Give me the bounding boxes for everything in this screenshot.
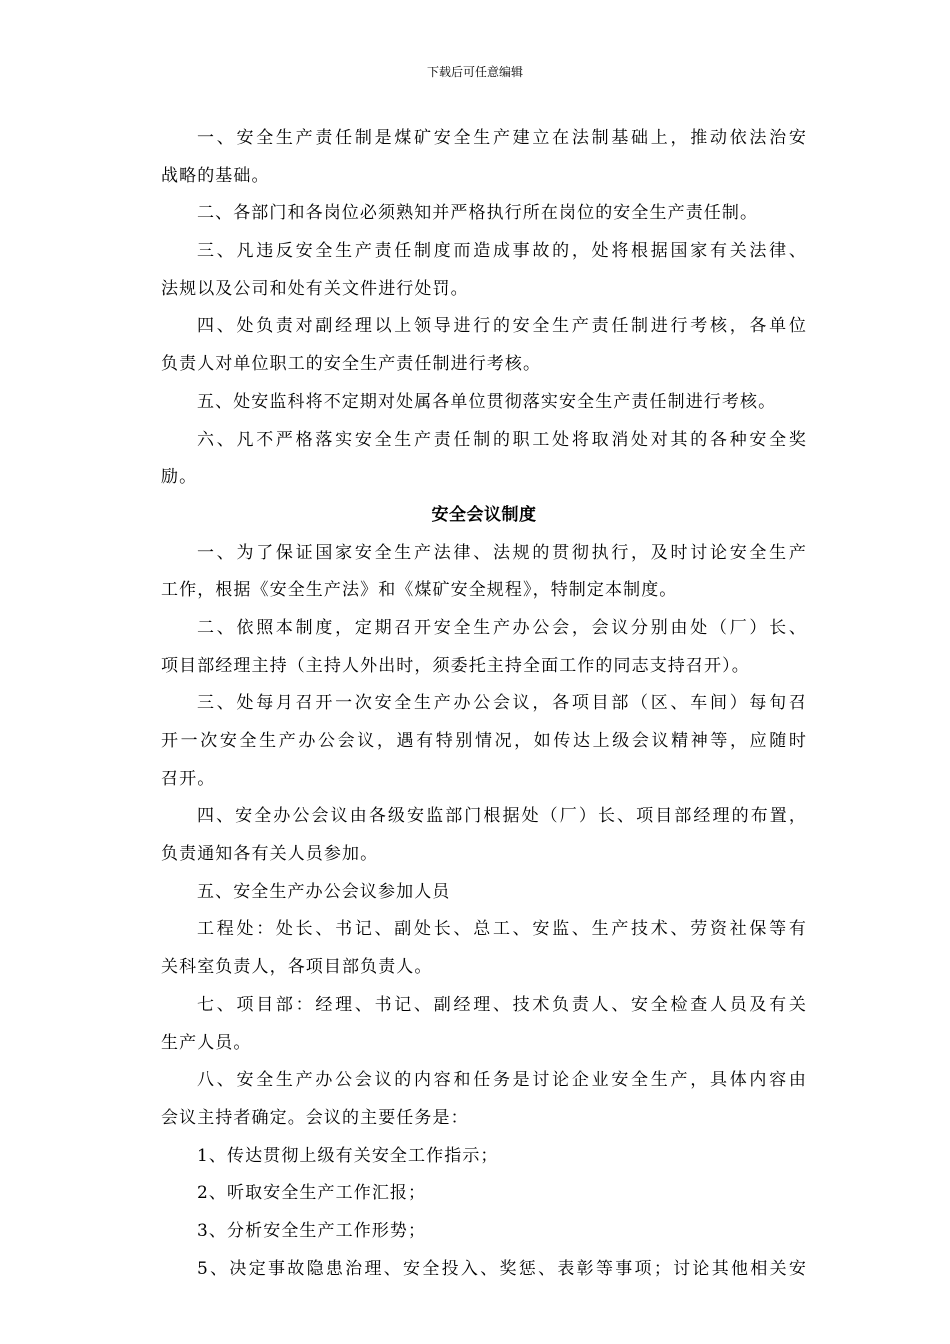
text-line: 四、处负责对副经理以上领导进行的安全生产责任制进行考核，各单位 — [197, 316, 807, 337]
section-title: 安全会议制度 — [431, 504, 537, 525]
text-line: 1、传达贯彻上级有关安全工作指示； — [197, 1145, 499, 1166]
text-line: 召开。 — [161, 768, 216, 789]
text-line: 项目部经理主持（主持人外出时，须委托主持全面工作的同志支持召开）。 — [161, 655, 750, 676]
text-line: 2、听取安全生产工作汇报； — [197, 1183, 427, 1204]
text-line: 战略的基础。 — [161, 165, 270, 186]
text-line: 五、处安监科将不定期对处属各单位贯彻落实安全生产责任制进行考核。 — [197, 391, 777, 412]
text-line: 三、凡违反安全生产责任制度而造成事故的，处将根据国家有关法律、 — [197, 241, 807, 262]
text-line: 法规以及公司和处有关文件进行处罚。 — [161, 278, 469, 299]
text-line: 四、安全办公会议由各级安监部门根据处（厂）长、项目部经理的布置， — [197, 806, 807, 827]
text-line: 5、决定事故隐患治理、安全投入、奖惩、表彰等事项；讨论其他相关安 — [197, 1258, 807, 1279]
text-line: 励。 — [161, 467, 198, 488]
text-line: 开一次安全生产办公会议，遇有特别情况，如传达上级会议精神等，应随时 — [161, 731, 807, 751]
text-line: 负责通知各有关人员参加。 — [161, 844, 379, 865]
text-line: 工程处：处长、书记、副处长、总工、安监、生产技术、劳资社保等有 — [197, 919, 807, 940]
text-line: 关科室负责人，各项目部负责人。 — [161, 957, 433, 978]
text-line: 负责人对单位职工的安全生产责任制进行考核。 — [161, 354, 542, 375]
text-line: 二、各部门和各岗位必须熟知并严格执行所在岗位的安全生产责任制。 — [197, 203, 759, 224]
text-line: 会议主持者确定。会议的主要任务是： — [161, 1107, 469, 1128]
text-line: 七、项目部：经理、书记、副经理、技术负责人、安全检查人员及有关 — [197, 994, 807, 1015]
text-line: 二、依照本制度，定期召开安全生产办公会，会议分别由处（厂）长、 — [197, 617, 807, 638]
page-header: 下载后可任意编辑 — [426, 65, 523, 79]
document-body — [161, 120, 807, 1288]
text-line: 一、为了保证国家安全生产法律、法规的贯彻执行，及时讨论安全生产 — [197, 542, 807, 563]
text-line: 一、安全生产责任制是煤矿安全生产建立在法制基础上，推动依法治安 — [197, 128, 807, 148]
text-line: 生产人员。 — [161, 1032, 252, 1053]
text-line: 五、安全生产办公会议参加人员 — [197, 881, 451, 902]
text-line: 八、安全生产办公会议的内容和任务是讨论企业安全生产，具体内容由 — [197, 1070, 807, 1091]
text-line: 六、凡不严格落实安全生产责任制的职工处将取消处对其的各种安全奖 — [197, 429, 807, 450]
text-line: 三、处每月召开一次安全生产办公会议，各项目部（区、车间）每旬召 — [197, 693, 807, 714]
text-line: 3、分析安全生产工作形势； — [197, 1220, 427, 1241]
text-line: 工作，根据《安全生产法》和《煤矿安全规程》，特制定本制度。 — [161, 580, 678, 601]
